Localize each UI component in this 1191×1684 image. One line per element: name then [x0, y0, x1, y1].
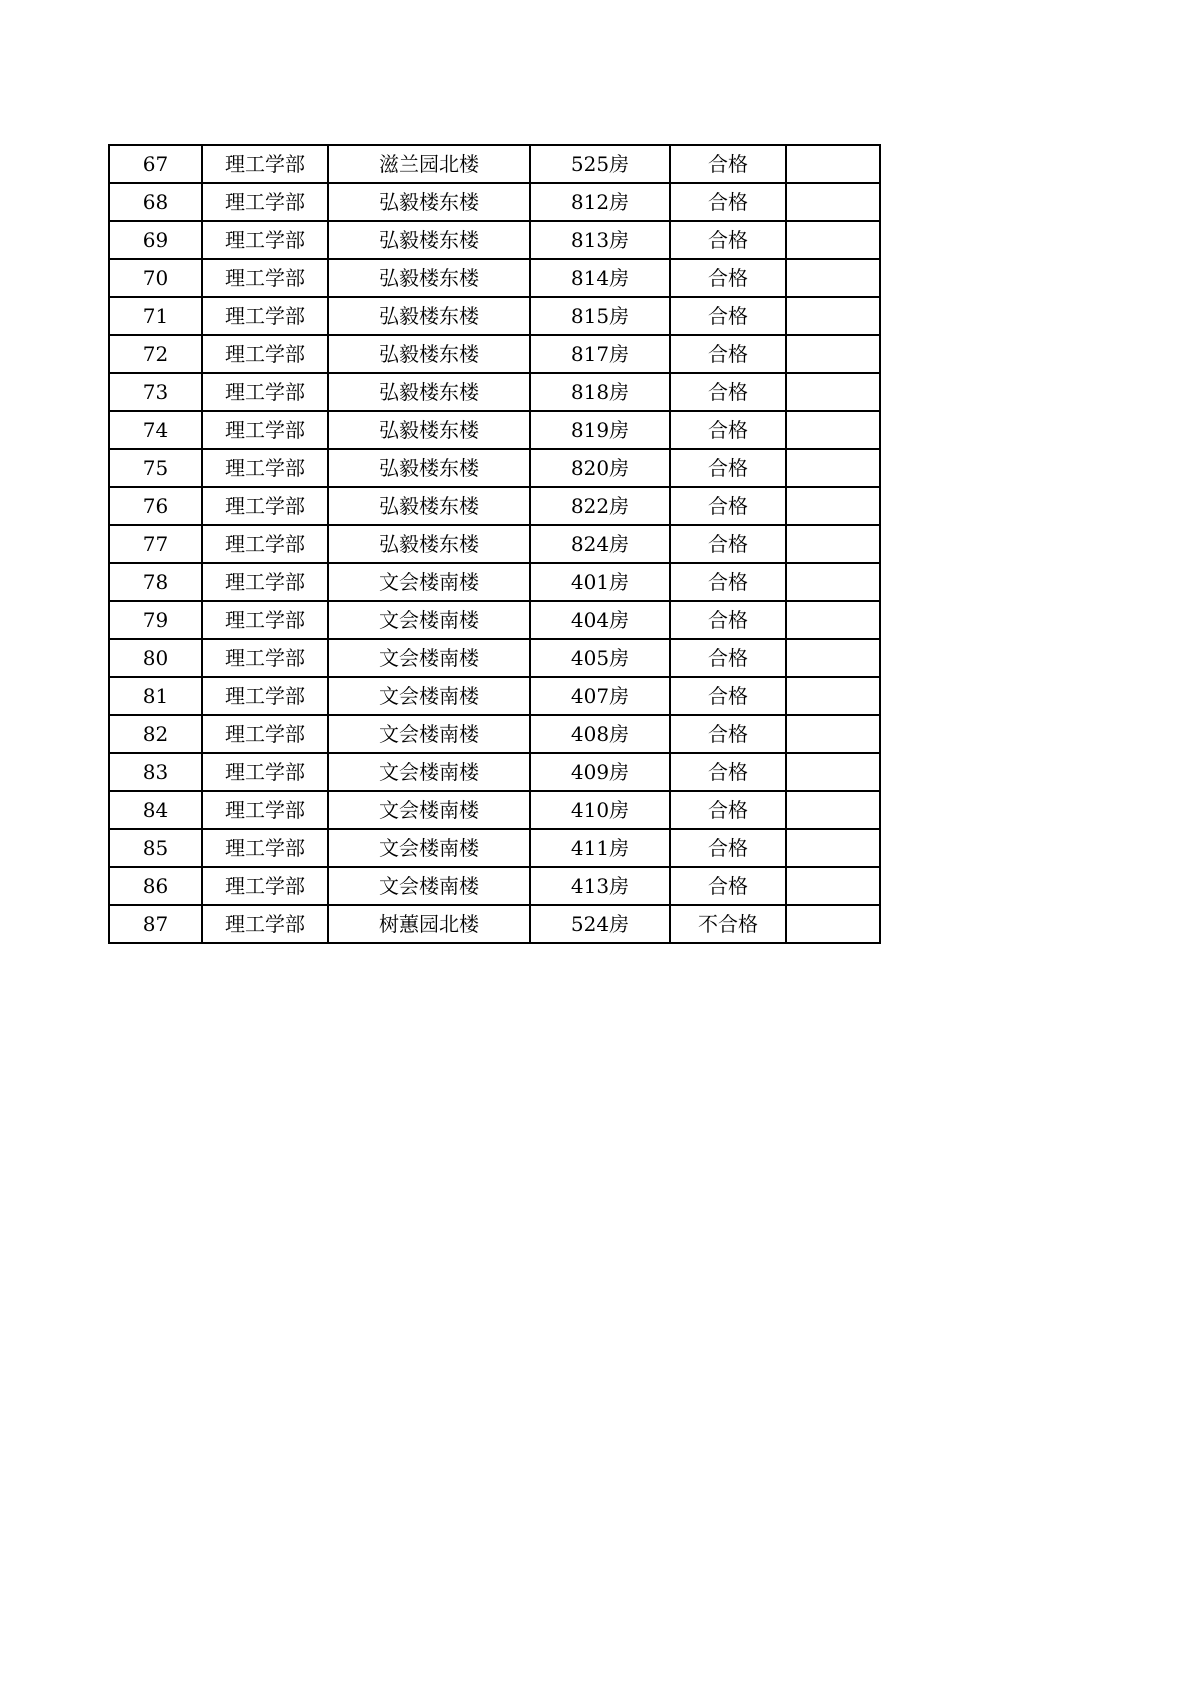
room-cell: 411房 [530, 829, 670, 867]
table-row [109, 487, 880, 525]
table-row [109, 753, 880, 791]
room-cell: 815房 [530, 297, 670, 335]
note-cell [786, 525, 880, 563]
result-cell: 合格 [670, 183, 786, 221]
department-cell: 理工学部 [202, 297, 328, 335]
row-number-cell: 68 [109, 183, 202, 221]
building-cell: 文会楼南楼 [328, 753, 530, 791]
row-number-cell: 72 [109, 335, 202, 373]
building-cell: 滋兰园北楼 [328, 145, 530, 183]
department-cell: 理工学部 [202, 867, 328, 905]
building-cell: 弘毅楼东楼 [328, 297, 530, 335]
building-cell: 弘毅楼东楼 [328, 221, 530, 259]
room-cell: 524房 [530, 905, 670, 943]
department-cell: 理工学部 [202, 487, 328, 525]
result-cell: 合格 [670, 829, 786, 867]
room-cell: 818房 [530, 373, 670, 411]
department-cell: 理工学部 [202, 829, 328, 867]
note-cell [786, 145, 880, 183]
department-cell: 理工学部 [202, 715, 328, 753]
building-cell: 弘毅楼东楼 [328, 525, 530, 563]
result-cell: 合格 [670, 449, 786, 487]
department-cell: 理工学部 [202, 411, 328, 449]
row-number-cell: 78 [109, 563, 202, 601]
table-row [109, 601, 880, 639]
result-cell: 合格 [670, 791, 786, 829]
building-cell: 文会楼南楼 [328, 563, 530, 601]
note-cell [786, 373, 880, 411]
building-cell: 弘毅楼东楼 [328, 259, 530, 297]
table-row [109, 677, 880, 715]
table-row [109, 829, 880, 867]
result-cell: 合格 [670, 259, 786, 297]
room-cell: 817房 [530, 335, 670, 373]
room-cell: 410房 [530, 791, 670, 829]
note-cell [786, 221, 880, 259]
result-cell: 合格 [670, 563, 786, 601]
building-cell: 文会楼南楼 [328, 601, 530, 639]
row-number-cell: 86 [109, 867, 202, 905]
table-row [109, 145, 880, 183]
row-number-cell: 87 [109, 905, 202, 943]
building-cell: 弘毅楼东楼 [328, 487, 530, 525]
building-cell: 弘毅楼东楼 [328, 449, 530, 487]
table-row [109, 449, 880, 487]
room-cell: 812房 [530, 183, 670, 221]
table-row [109, 715, 880, 753]
department-cell: 理工学部 [202, 525, 328, 563]
row-number-cell: 81 [109, 677, 202, 715]
result-cell: 合格 [670, 639, 786, 677]
result-cell: 合格 [670, 601, 786, 639]
building-cell: 树蕙园北楼 [328, 905, 530, 943]
department-cell: 理工学部 [202, 753, 328, 791]
building-cell: 弘毅楼东楼 [328, 411, 530, 449]
note-cell [786, 259, 880, 297]
building-cell: 弘毅楼东楼 [328, 373, 530, 411]
department-cell: 理工学部 [202, 183, 328, 221]
table-row [109, 639, 880, 677]
row-number-cell: 83 [109, 753, 202, 791]
room-cell: 813房 [530, 221, 670, 259]
room-cell: 819房 [530, 411, 670, 449]
table-row [109, 411, 880, 449]
result-cell: 合格 [670, 335, 786, 373]
building-cell: 文会楼南楼 [328, 715, 530, 753]
table-row [109, 183, 880, 221]
result-cell: 合格 [670, 297, 786, 335]
note-cell [786, 753, 880, 791]
row-number-cell: 79 [109, 601, 202, 639]
result-cell: 合格 [670, 715, 786, 753]
room-cell: 822房 [530, 487, 670, 525]
result-cell: 合格 [670, 677, 786, 715]
row-number-cell: 85 [109, 829, 202, 867]
building-cell: 弘毅楼东楼 [328, 335, 530, 373]
row-number-cell: 74 [109, 411, 202, 449]
table-row [109, 525, 880, 563]
note-cell [786, 601, 880, 639]
table-row [109, 905, 880, 943]
note-cell [786, 563, 880, 601]
result-cell: 合格 [670, 411, 786, 449]
result-cell: 不合格 [670, 905, 786, 943]
building-cell: 文会楼南楼 [328, 829, 530, 867]
building-cell: 文会楼南楼 [328, 867, 530, 905]
row-number-cell: 84 [109, 791, 202, 829]
room-cell: 820房 [530, 449, 670, 487]
department-cell: 理工学部 [202, 373, 328, 411]
department-cell: 理工学部 [202, 563, 328, 601]
room-cell: 404房 [530, 601, 670, 639]
table-row [109, 563, 880, 601]
building-cell: 弘毅楼东楼 [328, 183, 530, 221]
row-number-cell: 73 [109, 373, 202, 411]
room-cell: 401房 [530, 563, 670, 601]
table-row [109, 335, 880, 373]
result-cell: 合格 [670, 221, 786, 259]
table-row [109, 791, 880, 829]
building-cell: 文会楼南楼 [328, 677, 530, 715]
row-number-cell: 71 [109, 297, 202, 335]
row-number-cell: 77 [109, 525, 202, 563]
result-cell: 合格 [670, 525, 786, 563]
note-cell [786, 297, 880, 335]
note-cell [786, 791, 880, 829]
room-cell: 409房 [530, 753, 670, 791]
row-number-cell: 76 [109, 487, 202, 525]
note-cell [786, 677, 880, 715]
room-cell: 407房 [530, 677, 670, 715]
room-cell: 525房 [530, 145, 670, 183]
room-cell: 408房 [530, 715, 670, 753]
building-cell: 文会楼南楼 [328, 639, 530, 677]
department-cell: 理工学部 [202, 259, 328, 297]
note-cell [786, 183, 880, 221]
note-cell [786, 335, 880, 373]
note-cell [786, 829, 880, 867]
row-number-cell: 67 [109, 145, 202, 183]
department-cell: 理工学部 [202, 601, 328, 639]
note-cell [786, 715, 880, 753]
row-number-cell: 80 [109, 639, 202, 677]
department-cell: 理工学部 [202, 449, 328, 487]
department-cell: 理工学部 [202, 677, 328, 715]
note-cell [786, 449, 880, 487]
table-row [109, 259, 880, 297]
result-cell: 合格 [670, 145, 786, 183]
note-cell [786, 411, 880, 449]
table-body [109, 145, 880, 943]
row-number-cell: 75 [109, 449, 202, 487]
department-cell: 理工学部 [202, 145, 328, 183]
note-cell [786, 867, 880, 905]
result-cell: 合格 [670, 753, 786, 791]
department-cell: 理工学部 [202, 905, 328, 943]
note-cell [786, 639, 880, 677]
room-cell: 824房 [530, 525, 670, 563]
inspection-table [108, 144, 881, 944]
department-cell: 理工学部 [202, 335, 328, 373]
room-cell: 814房 [530, 259, 670, 297]
room-cell: 405房 [530, 639, 670, 677]
table-row [109, 297, 880, 335]
department-cell: 理工学部 [202, 791, 328, 829]
table-row [109, 867, 880, 905]
department-cell: 理工学部 [202, 639, 328, 677]
department-cell: 理工学部 [202, 221, 328, 259]
note-cell [786, 905, 880, 943]
result-cell: 合格 [670, 867, 786, 905]
table-row [109, 373, 880, 411]
row-number-cell: 82 [109, 715, 202, 753]
room-cell: 413房 [530, 867, 670, 905]
row-number-cell: 70 [109, 259, 202, 297]
row-number-cell: 69 [109, 221, 202, 259]
table-row [109, 221, 880, 259]
note-cell [786, 487, 880, 525]
result-cell: 合格 [670, 487, 786, 525]
building-cell: 文会楼南楼 [328, 791, 530, 829]
result-cell: 合格 [670, 373, 786, 411]
